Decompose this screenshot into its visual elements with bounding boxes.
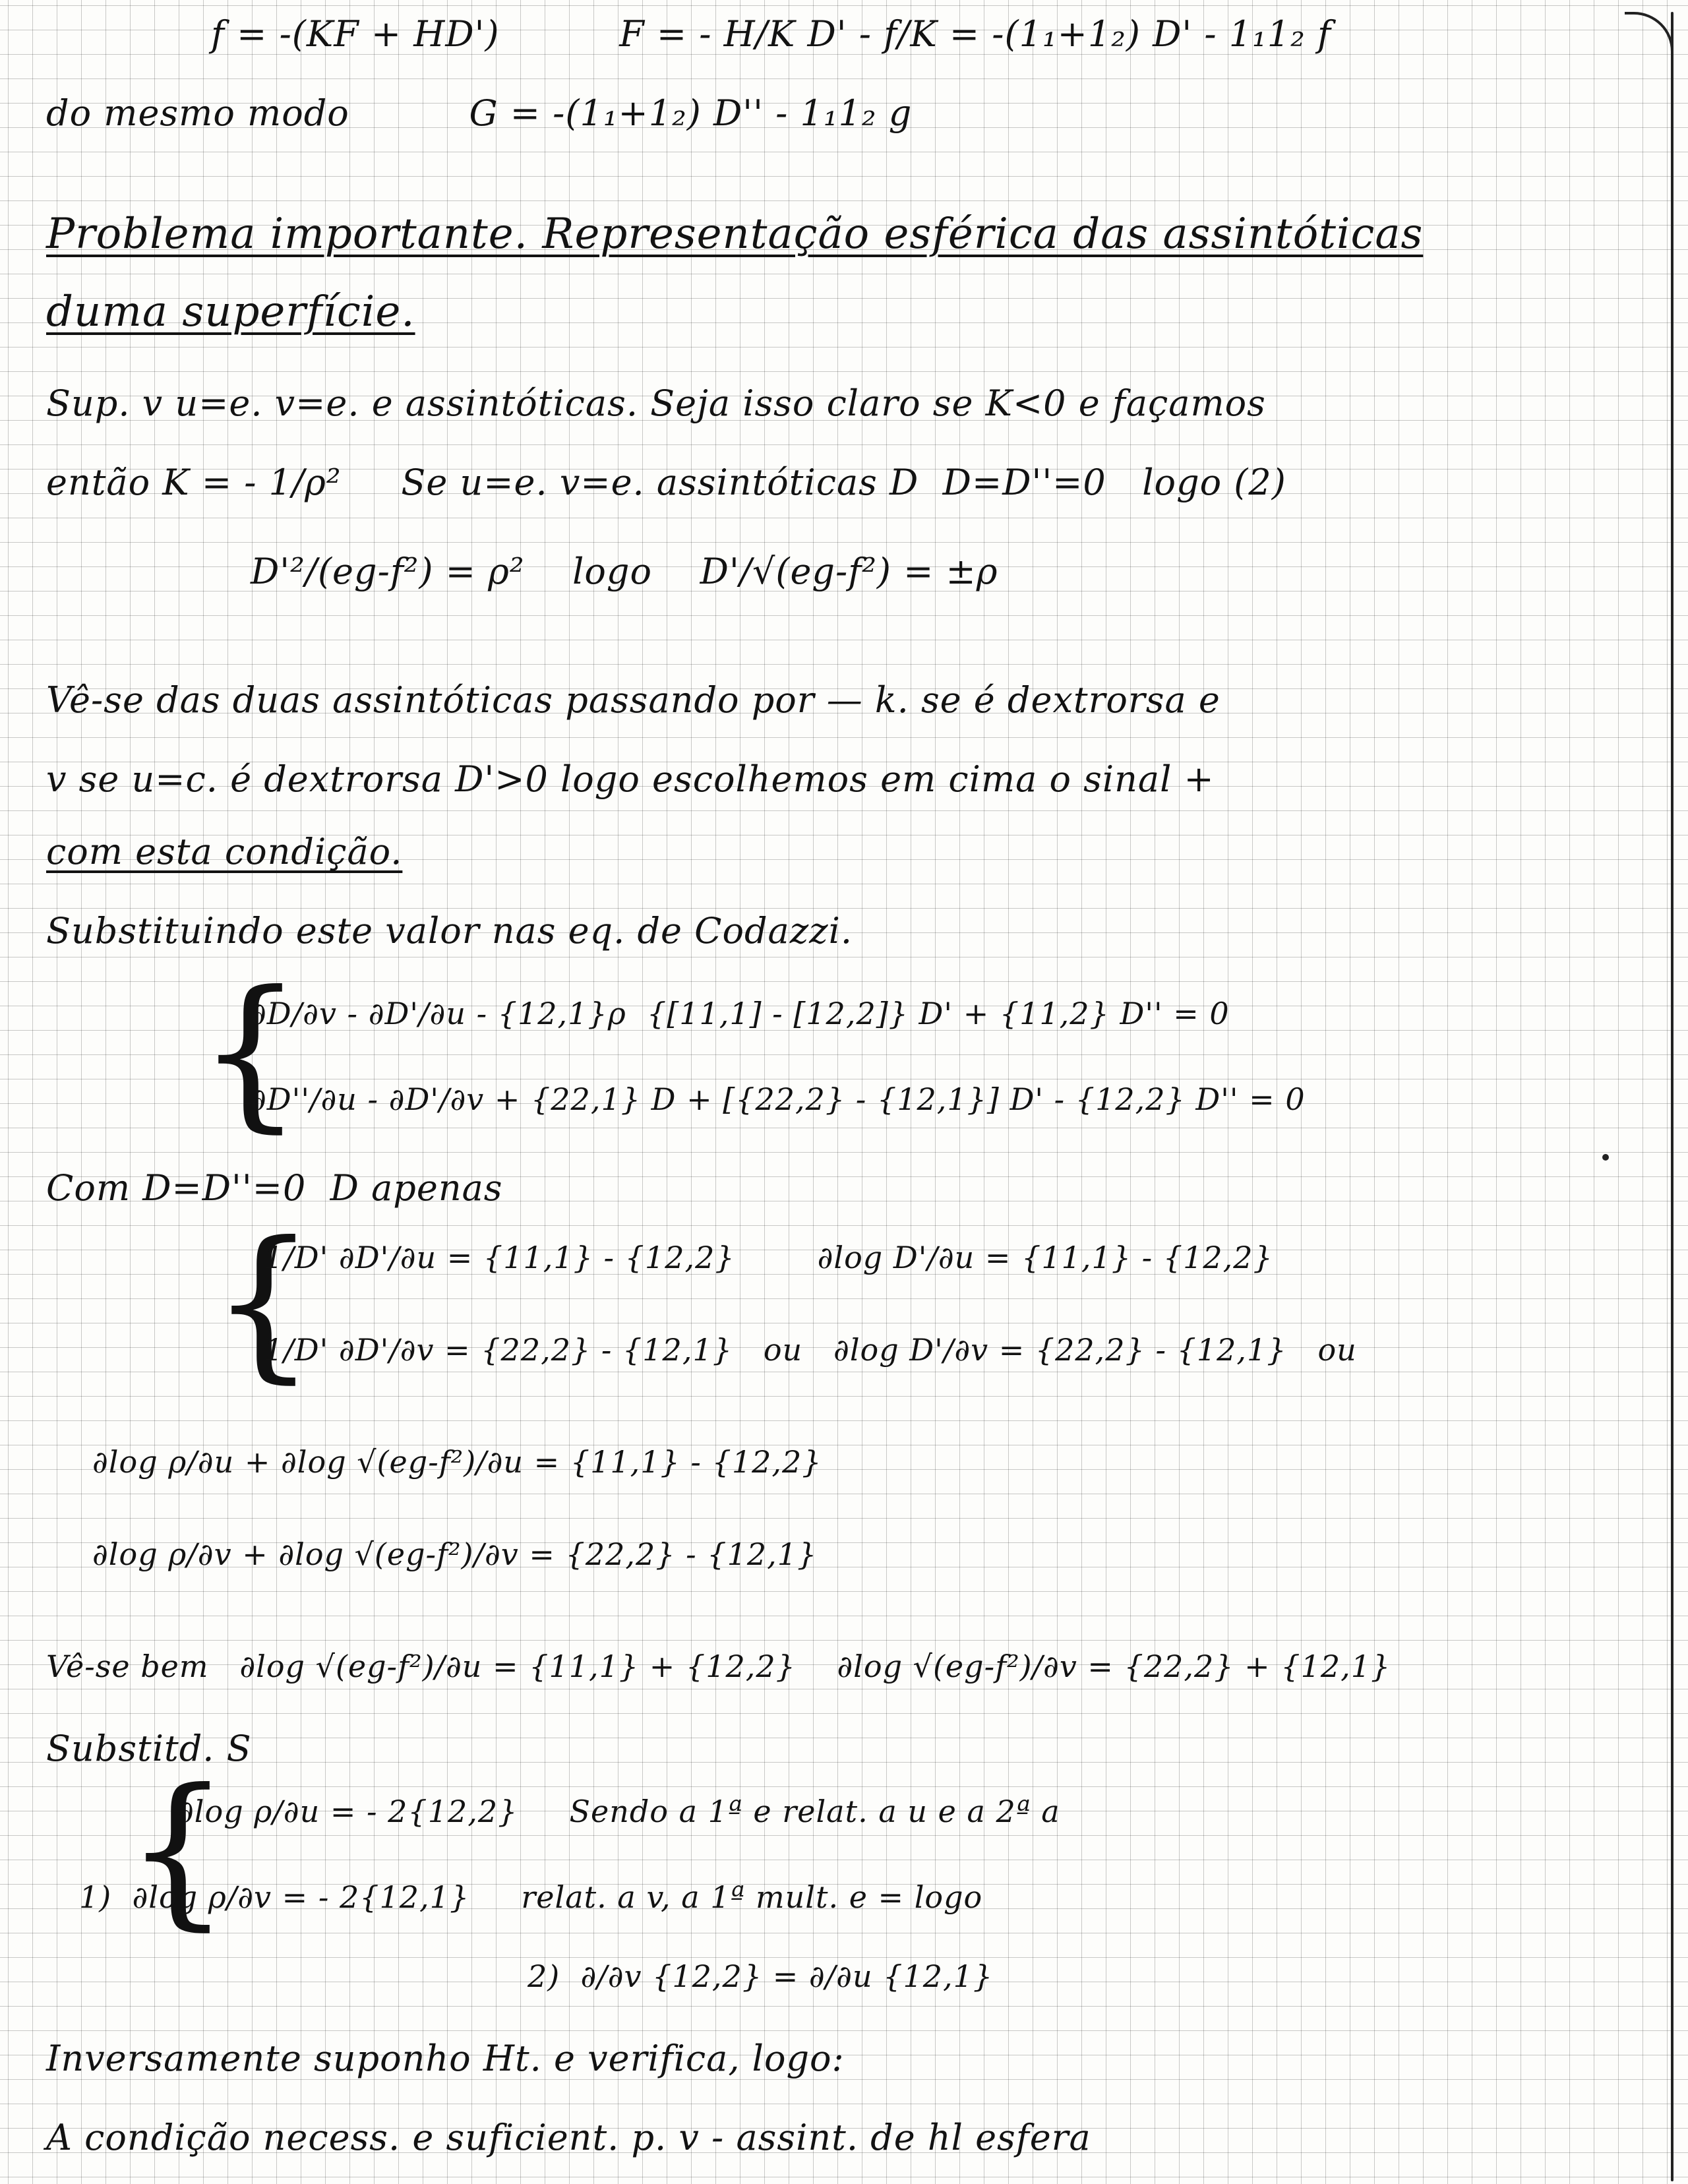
formula-line: 2) ∂/∂v {12,2} = ∂/∂u {12,1} xyxy=(528,1958,994,1994)
handwritten-line: Substitd. S xyxy=(46,1728,252,1769)
formula-line: 1) ∂log ρ/∂v = - 2{12,1} relat. a v, a 1ª mult. e = logo xyxy=(79,1879,983,1915)
page-corner xyxy=(1625,12,1673,61)
formula-line: Vê-se bem ∂log √(eg-f²)/∂u = {11,1} + {12,2} ∂log √(eg-f²)/∂v = {22,2} + {12,1} xyxy=(46,1649,1391,1684)
ink-mark xyxy=(1602,1154,1609,1161)
formula-line: D'²/(eg-f²) = ρ² logo D'/√(eg-f²) = ±ρ xyxy=(251,551,998,592)
curly-brace: { xyxy=(198,956,303,1147)
handwritten-line: com esta condição. xyxy=(46,831,403,872)
handwritten-line: Substituindo este valor nas eq. de Codazzi. xyxy=(46,910,853,952)
curly-brace: { xyxy=(125,1753,231,1945)
handwritten-line: v se u=c. é dextrorsa D'>0 logo escolhemos em cima o sinal + xyxy=(46,758,1215,800)
section-heading: duma superfície. xyxy=(46,288,415,336)
formula-line: ∂D''/∂u - ∂D'/∂v + {22,1} D + [{22,2} - {12,1}] D' - {12,2} D'' = 0 xyxy=(251,1081,1306,1117)
handwritten-line: do mesmo modo G = -(1₁+1₂) D'' - 1₁1₂ g xyxy=(46,92,913,134)
section-heading: Problema importante. Representação esférica das assintóticas xyxy=(46,210,1424,258)
formula-line: 1/D' ∂D'/∂v = {22,2} - {12,1} ou ∂log D'/∂v = {22,2} - {12,1} ou xyxy=(264,1332,1357,1368)
formula-line: 1/D' ∂D'/∂u = {11,1} - {12,2} ∂log D'/∂u = {11,1} - {12,2} xyxy=(264,1240,1273,1275)
curly-brace: { xyxy=(211,1206,316,1398)
handwritten-line: f = -(KF + HD') F = - H/K D' - f/K = -(1₁+1₂) D' - 1₁1₂ f xyxy=(211,13,1331,55)
handwritten-line: Vê-se das duas assintóticas passando por — k. se é dextrorsa e xyxy=(46,679,1221,721)
formula-line: ∂log ρ/∂u = - 2{12,2} Sendo a 1ª e relat. a u e a 2ª a xyxy=(178,1794,1060,1829)
handwritten-line: Com D=D''=0 D apenas xyxy=(46,1167,503,1209)
handwritten-line: Inversamente suponho Ht. e verifica, logo: xyxy=(46,2038,845,2079)
formula-line: ∂log ρ/∂v + ∂log √(eg-f²)/∂v = {22,2} - {12,1} xyxy=(92,1536,818,1572)
handwritten-line: A condição necess. e suficient. p. v - assint. de hl esfera xyxy=(46,2117,1091,2158)
formula-line: ∂log ρ/∂u + ∂log √(eg-f²)/∂u = {11,1} - {12,2} xyxy=(92,1444,822,1480)
handwritten-line: Sup. v u=e. v=e. e assintóticas. Seja isso claro se K<0 e façamos xyxy=(46,382,1266,424)
page-edge xyxy=(1671,12,1673,2181)
handwritten-line: então K = - 1/ρ² Se u=e. v=e. assintóticas D D=D''=0 logo (2) xyxy=(46,462,1286,503)
formula-line: ∂D/∂v - ∂D'/∂u - {12,1}ρ {[11,1] - [12,2]} D' + {11,2} D'' = 0 xyxy=(251,996,1230,1031)
